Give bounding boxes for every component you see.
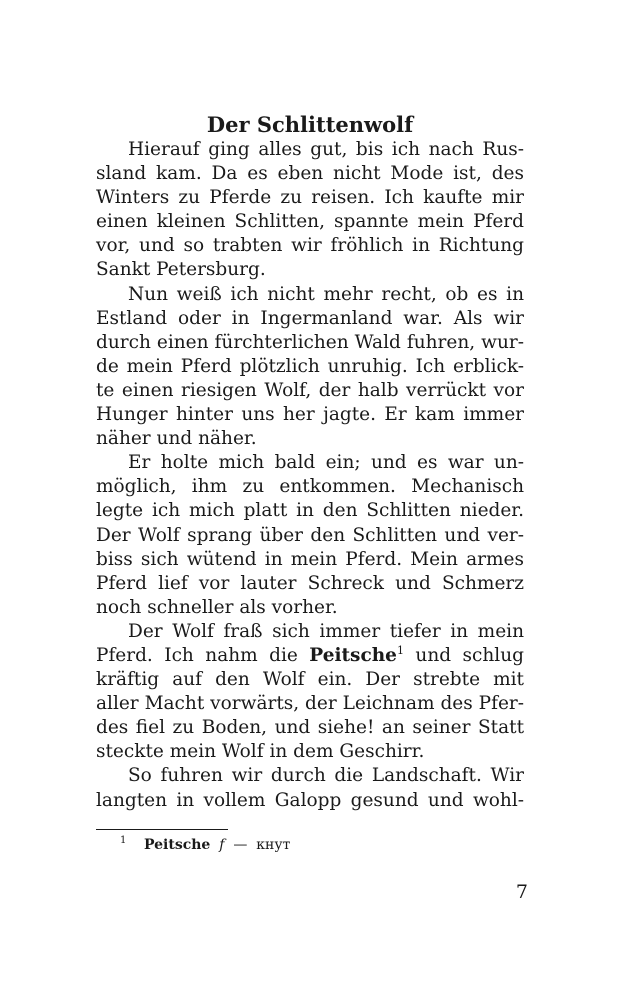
paragraph-4	[96, 620, 524, 765]
text-line: te einen riesigen Wolf, der halb verrückt vor	[96, 379, 524, 401]
text-line: de mein Pferd plötzlich unruhig. Ich erblick-	[96, 355, 524, 377]
footnote-term: Peitsche	[144, 837, 211, 853]
text-line: steckte mein Wolf in dem Geschirr.	[96, 741, 425, 763]
text-line: Estland oder in Ingermanland war. Als wir	[96, 307, 524, 329]
text-line: vor, und so trabten wir fröhlich in Richtung	[96, 235, 524, 257]
footnote-reference: 1	[396, 643, 404, 657]
text-line: Sankt Petersburg.	[96, 259, 266, 281]
text-line: möglich, ihm zu entkommen. Mechanisch	[96, 476, 524, 498]
text-line: Nun weiß ich nicht mehr recht, ob es in	[128, 283, 524, 305]
text-line: Winters zu Pferde zu reisen. Ich kaufte mir	[96, 187, 524, 209]
text-line: Der Wolf sprang über den Schlitten und ver-	[96, 524, 524, 546]
footnote: 1 Peitsche f — кнут	[120, 835, 291, 853]
footnote-grammar: f	[219, 837, 225, 853]
text-line: Hunger hinter uns her jagte. Er kam immer	[96, 404, 524, 426]
text-line-with-footnote	[96, 644, 524, 668]
text-line: durch einen fürchterlichen Wald fuhren, wur-	[96, 331, 524, 353]
paragraph-1	[96, 138, 524, 283]
chapter-title: Der Schlittenwolf	[206, 112, 414, 137]
text-fragment: Pferd. Ich nahm die	[96, 644, 310, 666]
text-line: näher und näher.	[96, 428, 257, 450]
paragraph-3	[96, 451, 524, 620]
text-line: So fuhren wir durch die Landschaft. Wir	[128, 765, 524, 787]
text-line: kräftig auf den Wolf ein. Der strebte mit	[96, 669, 524, 691]
page-body	[96, 112, 524, 813]
bold-term: Peitsche	[309, 644, 397, 666]
page-number: 7	[515, 881, 528, 903]
paragraph-2	[96, 283, 524, 452]
text-line: aller Macht vorwärts, der Leichnam des Pfer-	[96, 693, 524, 715]
text-line: noch schneller als vorher.	[96, 596, 338, 618]
text-line: Der Wolf fraß sich immer tiefer in mein	[128, 620, 524, 642]
text-fragment: und schlug	[403, 644, 524, 666]
text-line: Pferd lief vor lauter Schreck und Schmerz	[96, 572, 524, 594]
text-line: langten in vollem Galopp gesund und wohl-	[96, 789, 524, 811]
text-line: Hierauf ging alles gut, bis ich nach Rus-	[128, 139, 524, 160]
text-line: des fiel zu Boden, und siehe! an seiner Statt	[96, 717, 524, 739]
footnote-divider	[96, 829, 228, 830]
footnote-translation: кнут	[256, 837, 291, 853]
text-line: sland kam. Da es eben nicht Mode ist, des	[96, 163, 524, 185]
footnote-dash: —	[233, 837, 248, 853]
text-line: Er holte mich bald ein; und es war un-	[128, 452, 524, 474]
paragraph-5	[96, 764, 524, 812]
text-line: einen kleinen Schlitten, spannte mein Pferd	[96, 211, 524, 233]
text-line: legte ich mich platt in den Schlitten nieder.	[96, 500, 524, 522]
text-line: biss sich wütend in mein Pferd. Mein armes	[96, 548, 524, 570]
